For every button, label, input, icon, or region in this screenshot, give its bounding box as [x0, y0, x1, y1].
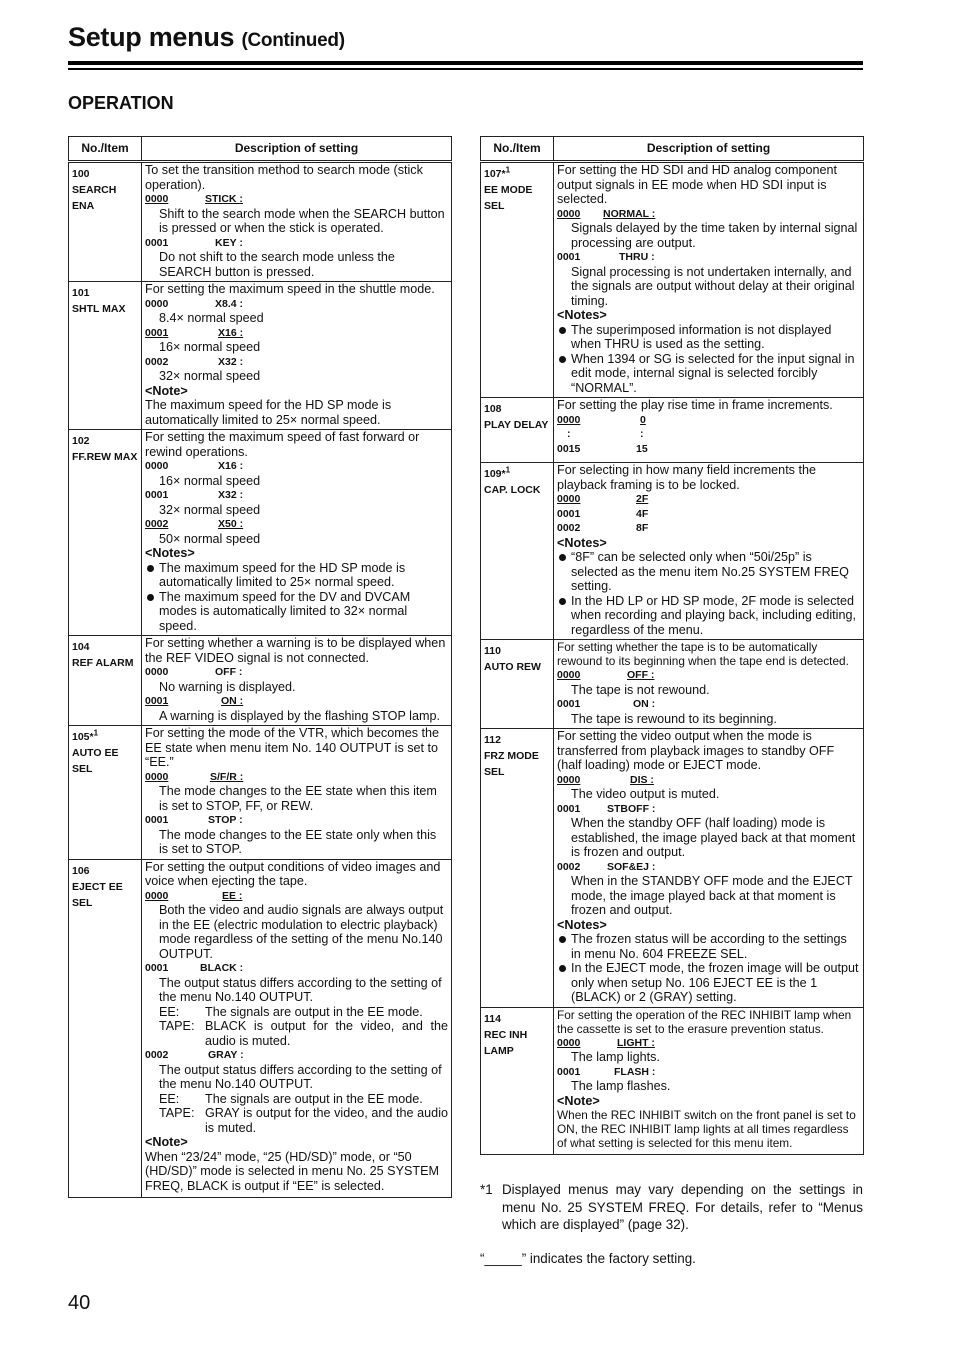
option-description: When in the STANDBY OFF mode and the EJECT mode, the image played back at that moment is frozen and output.	[571, 874, 853, 917]
option-description: 32× normal speed	[159, 369, 261, 383]
item-cell	[481, 463, 554, 640]
item-name: FF.REW MAX	[72, 451, 138, 463]
item-cell	[481, 729, 554, 1008]
title-rule-thick	[68, 61, 863, 65]
footnote	[480, 1181, 863, 1234]
desc-cell	[142, 282, 452, 430]
description-text: For setting whether a warning is to be displayed when the REF VIDEO signal is not connected.	[145, 636, 446, 665]
column-header-item: No./Item	[481, 137, 554, 162]
page-number: 40	[68, 1292, 91, 1314]
note-bullet: When 1394 or SG is selected for the input signal in edit mode, internal signal is selected forcibly “NORMAL”.	[557, 352, 860, 396]
desc-cell	[142, 859, 452, 1198]
option-line: 0000 X8.4 :	[145, 297, 244, 310]
option-line: 0001 THRU :	[557, 251, 655, 263]
option-description: The mode changes to the EE state when this item is set to STOP, FF, or REW.	[159, 784, 437, 813]
option-description: 16× normal speed	[159, 340, 261, 354]
option-line: 0001 STOP :	[145, 814, 243, 826]
option-line: 0001 ON :	[557, 698, 656, 710]
desc-cell	[142, 726, 452, 860]
factory-setting-note: “_____” indicates the factory setting.	[480, 1251, 696, 1266]
item-number: 110	[484, 645, 501, 657]
option-description: Signal processing is not undertaken internally, and the signals are output without delay at their original timing.	[571, 264, 855, 308]
option-description: Shift to the search mode when the SEARCH button is pressed or when the stick is operated.	[159, 206, 445, 235]
option-line: 0000 NORMAL :	[557, 207, 656, 220]
item-number: 104	[72, 641, 90, 653]
option-line: 0001 X32 :	[145, 489, 244, 501]
table-header-row	[69, 137, 452, 162]
item-name: REF ALARM	[72, 657, 134, 669]
page-title-suffix: (Continued)	[241, 30, 345, 51]
output-detail: EE: The signals are output in the EE mode.	[159, 1004, 423, 1019]
option-line: 0002 X50 :	[145, 518, 244, 530]
table-row	[69, 162, 452, 282]
table-row	[481, 162, 864, 398]
item-cell	[69, 430, 142, 636]
item-name: SHTL MAX	[72, 303, 126, 315]
output-detail: TAPE: GRAY is output for the video, and the audio is muted.	[159, 1106, 448, 1135]
option-line: 0001 ON :	[145, 695, 244, 707]
item-number: 109*$^1$	[484, 465, 511, 480]
table-row	[69, 859, 452, 1198]
note-bullet: The superimposed information is not displayed when THRU is used as the setting.	[557, 323, 860, 352]
table-row	[481, 729, 864, 1008]
note-heading: <Notes>	[557, 308, 607, 322]
option-line: 0001 4F	[557, 507, 649, 520]
item-number: 102	[72, 435, 90, 447]
description-text: For setting the maximum speed of fast forward or rewind operations.	[145, 430, 420, 459]
note-bullet: The maximum speed for the DV and DVCAM modes is automatically limited to 32× normal speed.	[145, 590, 448, 634]
option-line: 0000 LIGHT :	[557, 1036, 655, 1049]
footnote-text: Displayed menus may vary depending on the settings in menu No. 25 SYSTEM FREQ. For details, refer to “Menus which are displayed” (page 32).	[502, 1182, 863, 1232]
description-text: For selecting in how many field increments the playback framing is to be locked.	[557, 463, 816, 492]
item-number: 106	[72, 864, 90, 877]
option-line: 0000 X16 :	[145, 460, 244, 472]
item-cell	[69, 282, 142, 430]
item-cell	[481, 162, 554, 398]
item-name: PLAY DELAY	[484, 419, 549, 431]
option-description: Do not shift to the search mode unless the SEARCH button is pressed.	[159, 250, 395, 279]
item-cell	[69, 859, 142, 1198]
option-line: 0002 SOF&EJ :	[557, 860, 656, 873]
item-number: 112	[484, 734, 501, 746]
option-line: 0000 STICK :	[145, 193, 243, 205]
option-description: 50× normal speed	[159, 531, 261, 546]
item-number: 108	[484, 403, 502, 415]
column-header-desc: Description of setting	[142, 137, 452, 162]
option-line: 0002 X32 :	[145, 355, 244, 368]
desc-cell	[554, 1007, 864, 1155]
item-name: SEARCH	[72, 184, 117, 196]
item-name: EJECT EE	[72, 880, 123, 893]
right-menu-table	[480, 136, 864, 1155]
note-text: When the REC INHIBIT switch on the front panel is set to ON, the REC INHIBIT lamp lights at all times regardless of what setting is selected for this menu item.	[557, 1108, 856, 1150]
desc-cell	[554, 162, 864, 398]
option-description: 8.4× normal speed	[159, 311, 264, 325]
item-name: AUTO REW	[484, 661, 541, 673]
title-rule-thin	[68, 68, 863, 70]
item-number: 100	[72, 168, 90, 180]
description-text: For setting whether the tape is to be automatically rewound to its beginning when the tape end is detected.	[557, 640, 849, 668]
item-name: FRZ MODE	[484, 750, 539, 762]
desc-cell	[554, 463, 864, 640]
desc-cell	[554, 398, 864, 463]
table-row	[481, 640, 864, 729]
description-text: For setting the output conditions of video images and voice when ejecting the tape.	[145, 859, 441, 888]
table-row	[481, 1007, 864, 1155]
item-name: SEL	[484, 766, 505, 778]
table-header-row	[481, 137, 864, 162]
option-description: No warning is displayed.	[159, 679, 296, 694]
option-line: 0001 FLASH :	[557, 1065, 656, 1078]
item-cell	[69, 726, 142, 860]
output-detail: EE: The signals are output in the EE mode.	[159, 1091, 423, 1106]
note-heading: <Notes>	[557, 535, 607, 550]
item-number: 114	[484, 1012, 501, 1025]
item-name: ENA	[72, 200, 95, 212]
option-line: 0001 X16 :	[145, 326, 244, 339]
table-row	[69, 430, 452, 636]
desc-cell	[142, 162, 452, 282]
item-number: 105*$^1$	[72, 728, 99, 743]
option-line: 0000 2F	[557, 493, 649, 505]
option-line: 0001 BLACK :	[145, 962, 244, 974]
column-header-item: No./Item	[69, 137, 142, 162]
option-description: The output status differs according to the setting of the menu No.140 OUTPUT.	[159, 1062, 442, 1091]
table-row	[481, 398, 864, 463]
option-description: The video output is muted.	[571, 787, 720, 801]
description-text: For setting the HD SDI and HD analog component output signals in EE mode when HD SDI input is selected.	[557, 163, 838, 206]
item-name: REC INH	[484, 1028, 528, 1041]
description-text: For setting the operation of the REC INHIBIT lamp when the cassette is set to the erasure prevention status.	[557, 1007, 852, 1036]
option-description: The mode changes to the EE state only when this is set to STOP.	[159, 827, 437, 856]
option-line: 0001 STBOFF :	[557, 802, 656, 815]
item-name: SEL	[484, 200, 505, 212]
option-description: 32× normal speed	[159, 502, 261, 517]
note-heading: <Note>	[557, 1093, 600, 1108]
description-text: For setting the video output when the mode is transferred from playback images to standby OFF (half loading) mode or EJECT mode.	[557, 729, 835, 772]
option-line: 0002 8F	[557, 522, 649, 534]
option-line: 0000 S/F/R :	[145, 770, 244, 783]
note-heading: <Note>	[145, 383, 188, 398]
item-name: CAP. LOCK	[484, 484, 541, 496]
desc-cell	[142, 430, 452, 636]
note-bullet: The maximum speed for the HD SP mode is automatically limited to 25× normal speed.	[145, 561, 448, 590]
item-cell	[69, 162, 142, 282]
note-bullet: “8F” can be selected only when “50i/25p” is selected as the menu item No.25 SYSTEM FREQ setting.	[557, 550, 860, 594]
section-heading: OPERATION	[68, 93, 174, 113]
item-cell	[481, 1007, 554, 1155]
option-description: The output status differs according to the setting of the menu No.140 OUTPUT.	[159, 975, 442, 1004]
item-name: EE MODE	[484, 184, 533, 196]
note-text: When “23/24” mode, “25 (HD/SD)” mode, or “50 (HD/SD)” mode is selected in menu No. 25 SYSTEM FREQ, BLACK is output if “EE” is selected.	[145, 1149, 439, 1193]
description-text: For setting the mode of the VTR, which becomes the EE state when menu item No. 140 OUTPUT is set to “EE.”	[145, 726, 439, 769]
option-line: 0000 OFF :	[557, 669, 655, 681]
note-heading: <Notes>	[557, 917, 607, 932]
option-line: 0002 GRAY :	[145, 1049, 244, 1061]
item-number: 107*$^1$	[484, 165, 511, 180]
option-description: The lamp lights.	[571, 1050, 660, 1064]
item-cell	[481, 640, 554, 729]
option-line: 0000 0	[557, 413, 646, 426]
item-name: SEL	[72, 763, 93, 775]
description-text: For setting the play rise time in frame increments.	[557, 398, 833, 412]
option-line: 0000 EE :	[145, 889, 243, 902]
note-heading: <Note>	[145, 1135, 188, 1149]
option-description: 16× normal speed	[159, 473, 261, 488]
option-description: When the standby OFF (half loading) mode is established, the image played back at that moment is frozen and output.	[571, 816, 856, 859]
item-name: LAMP	[484, 1044, 514, 1057]
option-description: The tape is not rewound.	[571, 682, 710, 697]
note-bullet: In the EJECT mode, the frozen image will be output only when setup No. 106 EJECT EE is the 1 (BLACK) or 2 (GRAY) setting.	[557, 961, 860, 1005]
option-description: Both the video and audio signals are always output in the EE (electric modulation to electric playback) mode regardless of the setting of the menu No.140 OUTPUT.	[159, 903, 444, 961]
description-text: For setting the maximum speed in the shuttle mode.	[145, 282, 435, 296]
footnote-mark: *1	[480, 1182, 493, 1197]
option-line: 0001 KEY :	[145, 236, 243, 249]
option-description: The lamp flashes.	[571, 1079, 671, 1093]
item-number: 101	[72, 287, 90, 299]
table-row	[69, 726, 452, 860]
desc-cell	[554, 640, 864, 729]
desc-cell	[554, 729, 864, 1008]
table-row	[69, 282, 452, 430]
option-line: 0000 OFF :	[145, 666, 243, 678]
column-header-desc: Description of setting	[554, 137, 864, 162]
output-detail: TAPE: BLACK is output for the video, and the audio is muted.	[159, 1019, 448, 1048]
note-bullet: The frozen status will be according to the settings in menu No. 604 FREEZE SEL.	[557, 932, 860, 961]
option-line: 0015 15	[557, 442, 648, 455]
item-cell	[481, 398, 554, 463]
note-text: The maximum speed for the HD SP mode is automatically limited to 25× normal speed.	[145, 398, 392, 427]
table-row	[69, 636, 452, 726]
option-description: The tape is rewound to its beginning.	[571, 711, 777, 726]
description-text: To set the transition method to search mode (stick operation).	[145, 163, 423, 192]
note-bullet: In the HD LP or HD SP mode, 2F mode is selected when recording and playing back, including editing, regardless of the menu.	[557, 594, 860, 638]
item-cell	[69, 636, 142, 726]
option-line: 0000 DIS :	[557, 773, 654, 786]
option-line: : :	[567, 428, 644, 440]
item-name: AUTO EE	[72, 747, 119, 759]
option-description: A warning is displayed by the flashing STOP lamp.	[159, 708, 440, 723]
page-title-main: Setup menus	[68, 22, 235, 52]
page-title	[68, 22, 345, 53]
desc-cell	[142, 636, 452, 726]
option-description: Signals delayed by the time taken by internal signal processing are output.	[571, 221, 858, 250]
note-heading: <Notes>	[145, 546, 195, 560]
item-name: SEL	[72, 896, 93, 909]
left-menu-table	[68, 136, 452, 1198]
table-row	[481, 463, 864, 640]
